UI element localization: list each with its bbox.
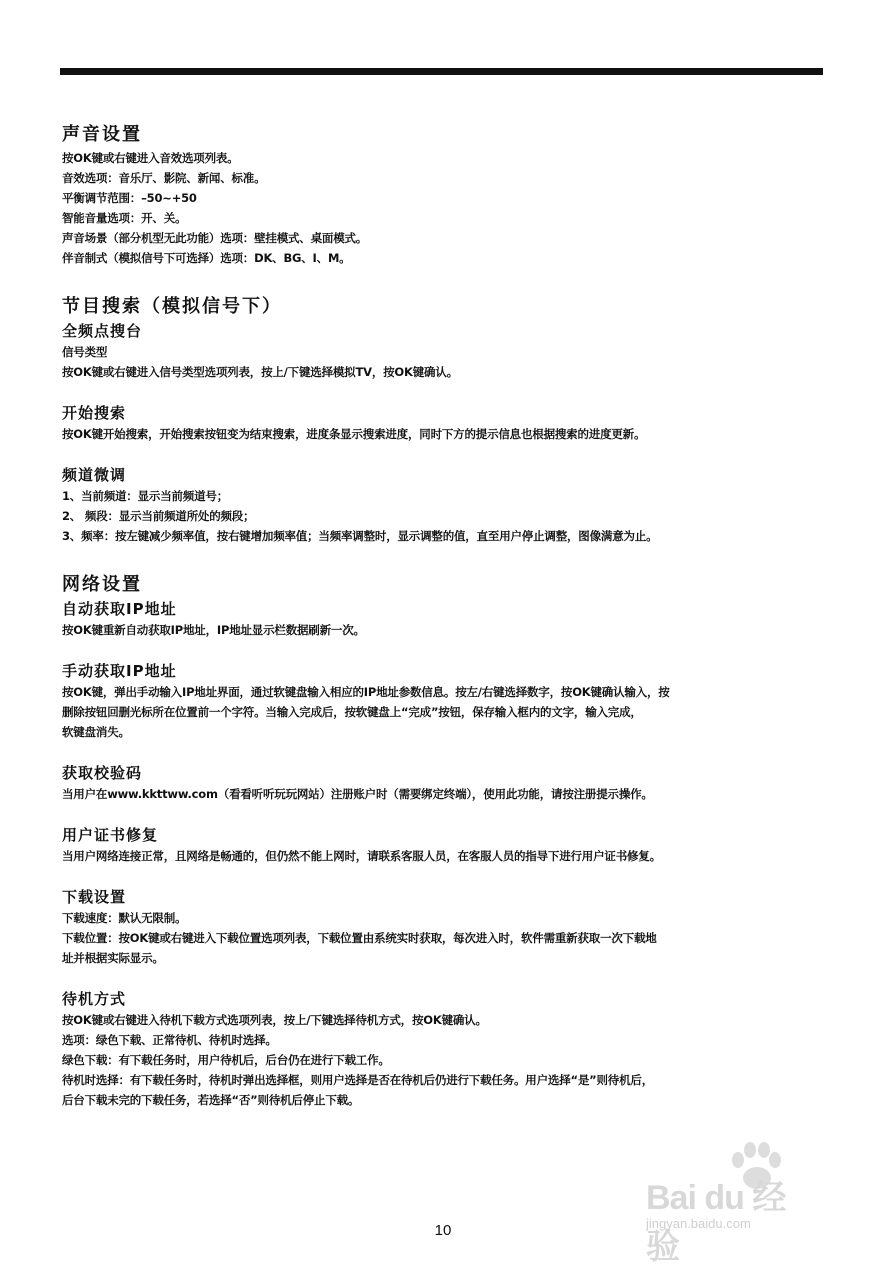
fine-tune-line-1: 1、当前频道：显示当前频道号； bbox=[62, 489, 229, 503]
standby-line-4: 待机时选择：有下载任务时，待机时弹出选择框，则用户选择是否在待机后仍进行下载任务。用户选择“是”则待机后， bbox=[62, 1073, 654, 1087]
sound-line-1: 按OK键或右键进入音效选项列表。 bbox=[62, 151, 239, 165]
auto-ip-line-1: 按OK键重新自动获取IP地址，IP地址显示栏数据刷新一次。 bbox=[62, 623, 365, 637]
subsection-title-verify-code: 获取校验码 bbox=[62, 764, 143, 782]
full-scan-line-2: 按OK键或右键进入信号类型选项列表，按上/下键选择模拟TV，按OK键确认。 bbox=[62, 365, 458, 379]
sound-line-3: 平衡调节范围：–50~+50 bbox=[62, 191, 197, 205]
download-line-3: 址并根据实际显示。 bbox=[62, 951, 164, 965]
fine-tune-line-2: 2、 频段：显示当前频道所处的频段； bbox=[62, 509, 255, 523]
section-sound-settings bbox=[62, 122, 828, 268]
subsection-title-manual-ip: 手动获取IP地址 bbox=[62, 662, 177, 680]
download-line-1: 下载速度：默认无限制。 bbox=[62, 911, 187, 925]
full-scan-line-1: 信号类型 bbox=[62, 345, 108, 359]
sound-line-5: 声音场景（部分机型无此功能）选项：壁挂模式、桌面模式。 bbox=[62, 231, 368, 245]
standby-line-5: 后台下载未完的下载任务，若选择“否”则待机后停止下载。 bbox=[62, 1093, 360, 1107]
cert-repair-line-1: 当用户网络连接正常，且网络是畅通的，但仍然不能上网时，请联系客服人员，在客服人员的指导下进行用户证书修复。 bbox=[62, 849, 661, 863]
subsection-title-cert-repair: 用户证书修复 bbox=[62, 826, 159, 844]
sound-line-4: 智能音量选项：开、关。 bbox=[62, 211, 187, 225]
fine-tune-line-3: 3、频率：按左键减少频率值，按右键增加频率值；当频率调整时，显示调整的值，直至用户停止调整，图像满意为止。 bbox=[62, 529, 658, 543]
standby-line-3: 绿色下载：有下载任务时，用户待机后，后台仍在进行下载工作。 bbox=[62, 1053, 390, 1067]
download-line-2: 下载位置：按OK键或右键进入下载位置选项列表，下载位置由系统实时获取，每次进入时，软件需重新获取一次下载地 bbox=[62, 931, 657, 945]
manual-ip-line-2: 删除按钮回删光标所在位置前一个字符。当输入完成后，按软键盘上“完成”按钮，保存输入框内的文字，输入完成， bbox=[62, 705, 642, 719]
section-program-search bbox=[62, 294, 828, 546]
page-number: 10 bbox=[434, 1222, 452, 1239]
sound-line-2: 音效选项：音乐厅、影院、新闻、标准。 bbox=[62, 171, 266, 185]
subsection-title-fine-tune: 频道微调 bbox=[62, 466, 127, 484]
header-rule bbox=[60, 68, 823, 75]
manual-ip-line-3: 软键盘消失。 bbox=[62, 725, 130, 739]
manual-content bbox=[62, 122, 828, 1110]
sound-line-6: 伴音制式（模拟信号下可选择）选项：DK、BG、I、M。 bbox=[62, 251, 351, 265]
manual-ip-line-1: 按OK键，弹出手动输入IP地址界面，通过软键盘输入相应的IP地址参数信息。按左/右键选择数字，按OK键确认输入，按 bbox=[62, 685, 670, 699]
standby-line-2: 选项：绿色下载、正常待机、待机时选择。 bbox=[62, 1033, 277, 1047]
verify-code-line-1: 当用户在www.kkttww.com（看看听听玩玩网站）注册账户时（需要绑定终端），使用此功能，请按注册提示操作。 bbox=[62, 787, 653, 801]
standby-line-1: 按OK键或右键进入待机下载方式选项列表，按上/下键选择待机方式，按OK键确认。 bbox=[62, 1013, 487, 1027]
subsection-title-standby-mode: 待机方式 bbox=[62, 990, 127, 1008]
subsection-title-start-search: 开始搜索 bbox=[62, 404, 127, 422]
subsection-title-download-settings: 下载设置 bbox=[62, 888, 127, 906]
watermark-url: jingyan.baidu.com bbox=[646, 1216, 751, 1231]
start-search-line-1: 按OK键开始搜索，开始搜索按钮变为结束搜索，进度条显示搜索进度，同时下方的提示信息也根据搜索的进度更新。 bbox=[62, 427, 646, 441]
section-title-sound: 声音设置 bbox=[62, 124, 142, 145]
section-title-program-search: 节目搜索（模拟信号下） bbox=[62, 296, 282, 317]
subsection-title-full-scan: 全频点搜台 bbox=[62, 322, 143, 340]
section-title-network: 网络设置 bbox=[62, 574, 142, 595]
section-network-settings bbox=[62, 572, 828, 1110]
subsection-title-auto-ip: 自动获取IP地址 bbox=[62, 600, 177, 618]
watermark-logo: Bai du 经验 bbox=[646, 1179, 786, 1266]
